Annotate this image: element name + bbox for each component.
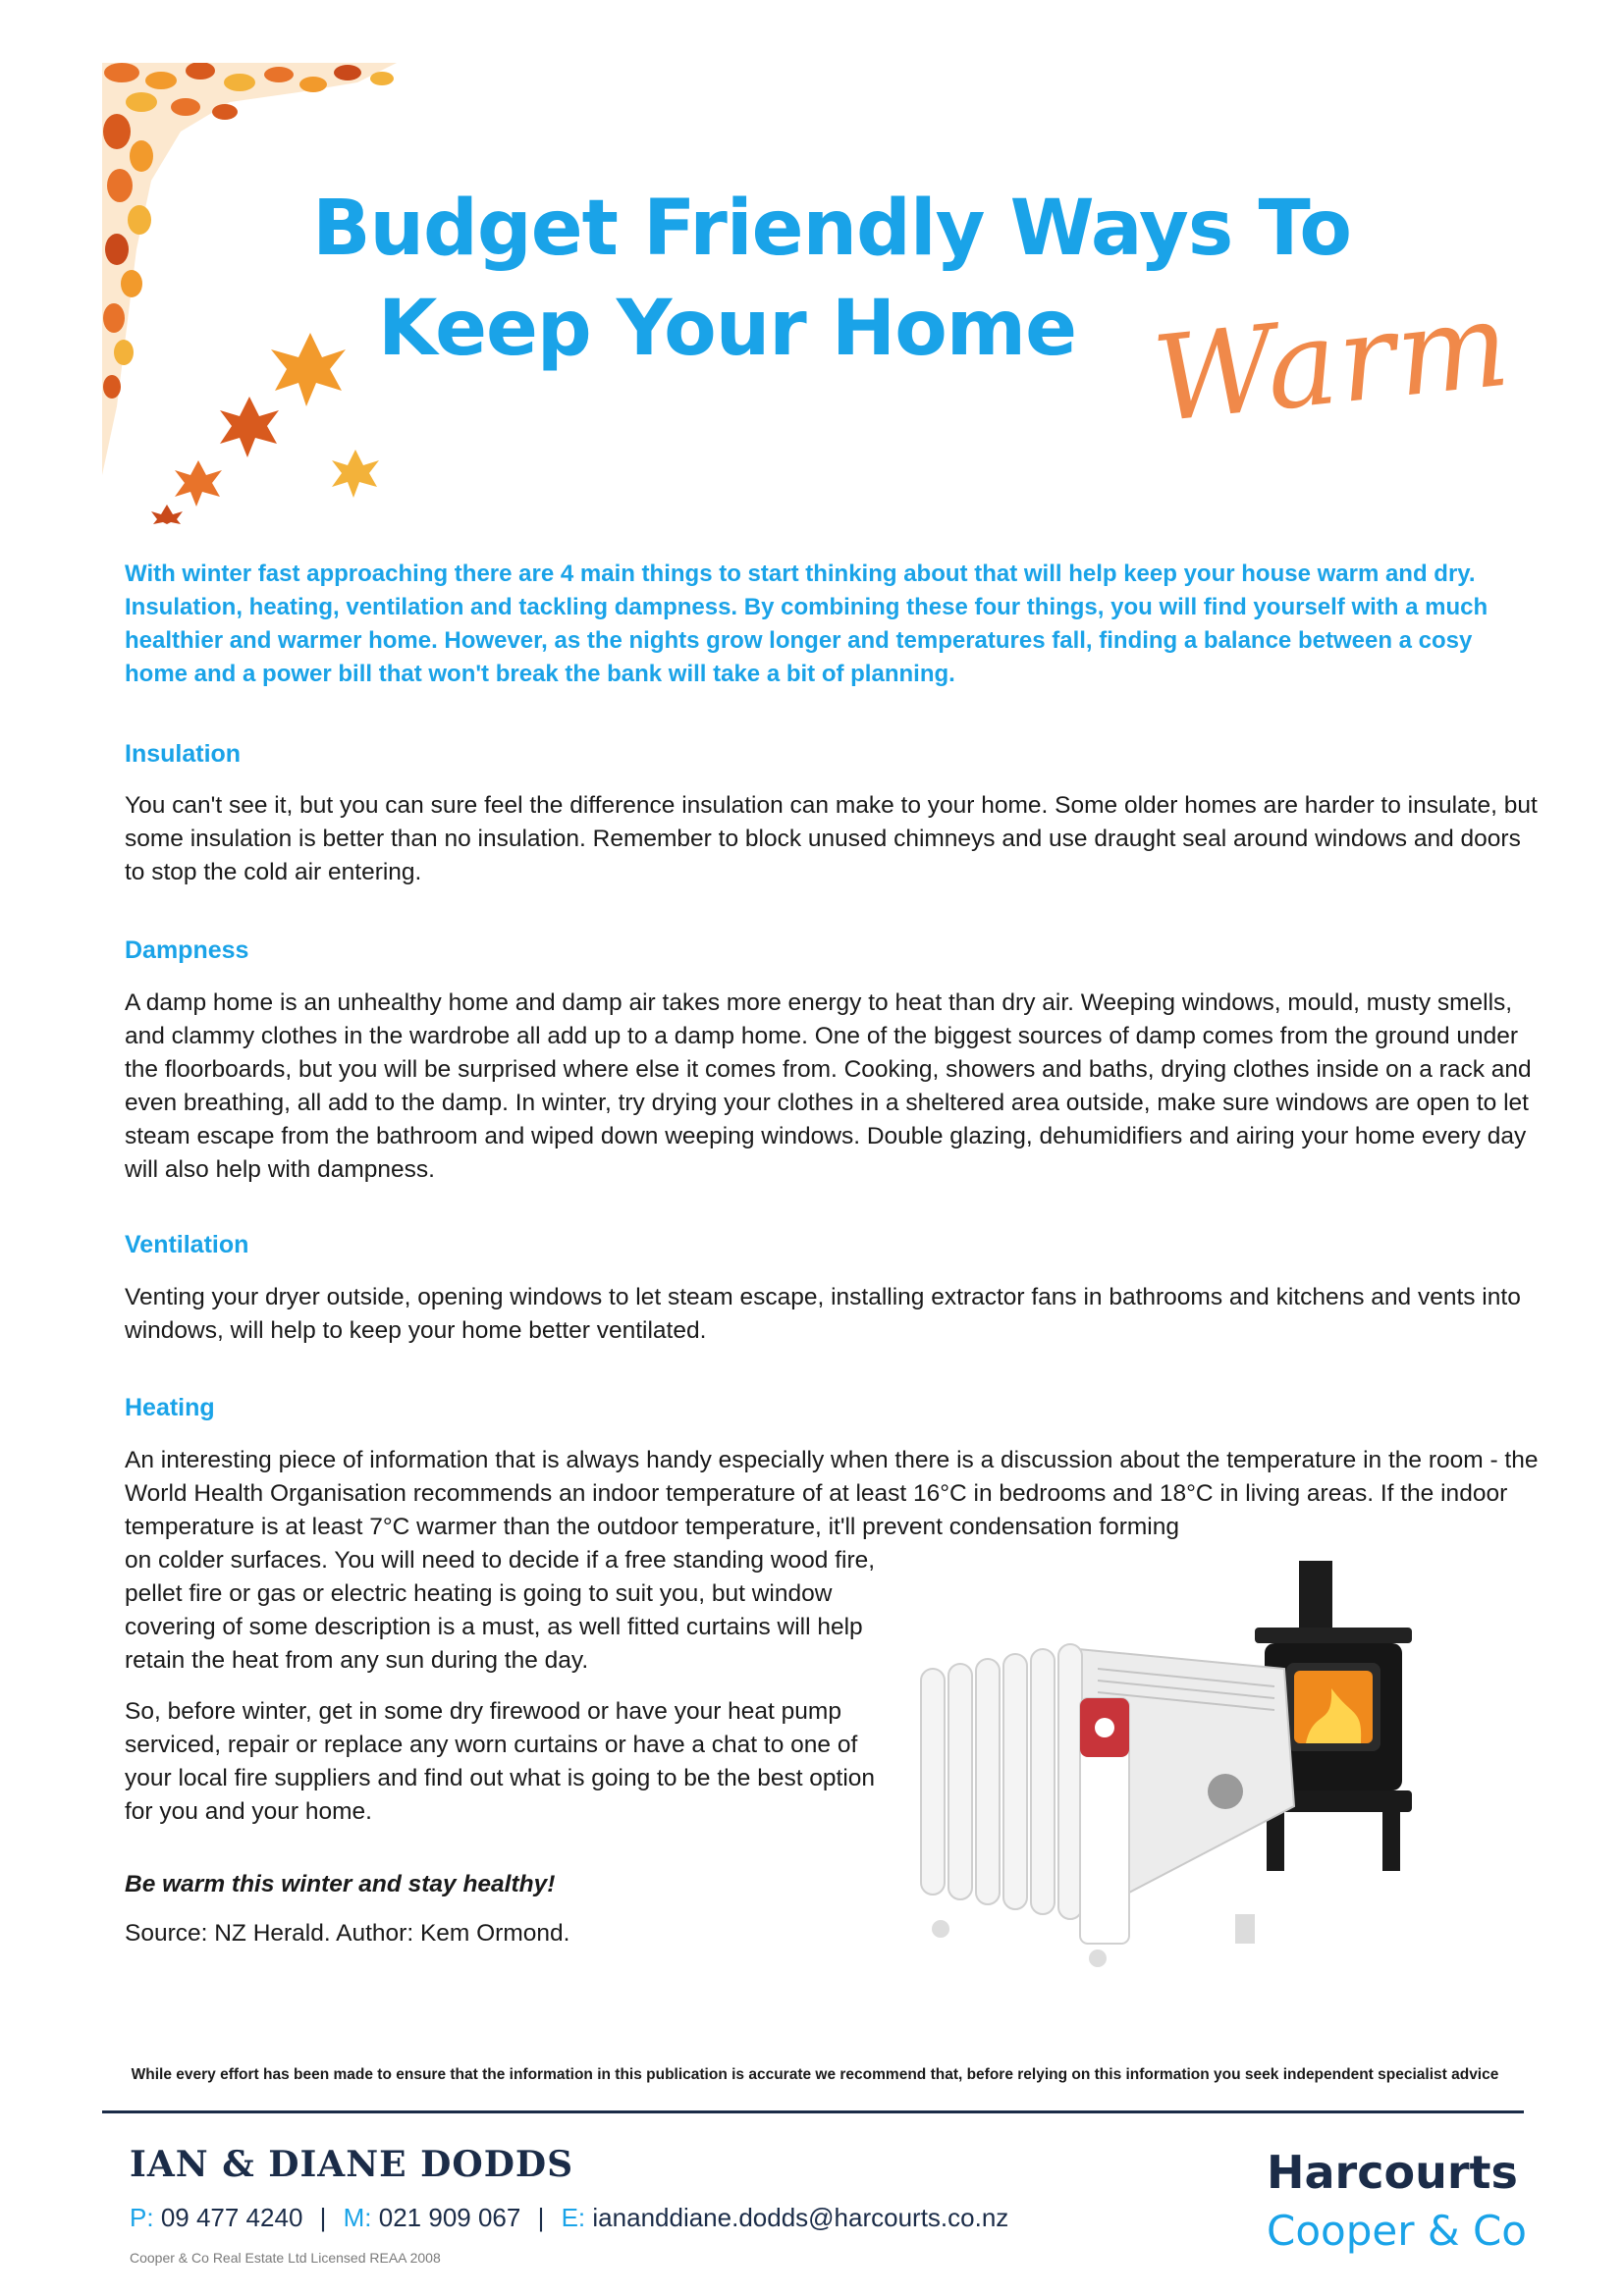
intro-paragraph: With winter fast approaching there are 4 main things to start thinking about that will help keep your house warm and dry. Insulation, heating, ventilation and tackling dampness. By combining these four things, you will find yourself with a much healthier and warmer home. However, as the nights grow longer and temperatures fall, finding a balance between a cosy home and a power bill that won't break the bank will take a bit of planning.: [125, 561, 1489, 687]
brand-subtitle: Cooper & Co: [1267, 2207, 1527, 2255]
email-link[interactable]: iananddiane.dodds@harcourts.co.nz: [592, 2203, 1009, 2232]
separator: |: [537, 2203, 545, 2232]
footer-divider: [102, 2110, 1524, 2113]
heading-heating: Heating: [125, 1394, 215, 1421]
closing-statement: Be warm this winter and stay healthy!: [125, 1871, 556, 1897]
source-credit: Source: NZ Herald. Author: Kem Ormond.: [125, 1920, 570, 1947]
contact-line: [130, 2203, 1008, 2233]
page-title-line-2: Keep Your Home: [378, 285, 1076, 373]
heading-dampness: Dampness: [125, 936, 249, 964]
paragraph-ventilation: Venting your dryer outside, opening windows to let steam escape, installing extractor fans in bathrooms and kitchens and vents into windows, will help to keep your home better ventilated.: [125, 1284, 1521, 1344]
email-label: E:: [561, 2203, 586, 2232]
heading-insulation: Insulation: [125, 740, 242, 768]
paragraph-insulation: You can't see it, but you can sure feel the difference insulation can make to your home. Some older homes are harder to insulate, but some insulation is better than no insulation. Remember to block unused chimneys and use draught seal around windows and doors to stop the cold air entering.: [125, 792, 1538, 885]
paragraph-dampness: A damp home is an unhealthy home and damp air takes more energy to heat than dry air. Weeping windows, mould, musty smells, and clammy clothes in the wardrobe all add up to a damp home. One of the biggest sources of damp comes from the ground under the floorboards, but you will be surprised where else it comes from. Cooking, showers and baths, drying clothes inside on a rack and even breathing, all add to the damp. In winter, try drying your clothes in a sheltered area outside, make sure windows are open to let steam escape from the bathroom and wiped down weeping windows. Double glazing, dehumidifiers and airing your home every day will also help with dampness.: [125, 989, 1532, 1183]
paragraph-heating-2: So, before winter, get in some dry firewood or have your heat pump serviced, repair or replace any worn curtains or have a chat to one of your local fire suppliers and find out what is going to be the best option for you and your home.: [125, 1698, 876, 1825]
mobile-number[interactable]: 021 909 067: [378, 2203, 521, 2232]
brand-logo: Harcourts: [1267, 2146, 1518, 2199]
paragraph-heating-narrow: on colder surfaces. You will need to decide if a free standing wood fire, pellet fire or gas or electric heating is going to suit you, but window covering of some description is a must, as well fitted curtains will help retain the heat from any sun during the day.: [125, 1547, 876, 1674]
separator: |: [319, 2203, 327, 2232]
page-title-line-1: Budget Friendly Ways To: [312, 185, 1351, 273]
phone-number[interactable]: 09 477 4240: [160, 2203, 303, 2232]
heading-ventilation: Ventilation: [125, 1231, 249, 1258]
disclaimer: While every effort has been made to ensure that the information in this publication is accurate we recommend that, before relying on this information you seek independent specialist advice: [131, 2066, 1499, 2083]
license-text: Cooper & Co Real Estate Ltd Licensed REAA 2008: [130, 2250, 441, 2266]
paragraph-heating-wide: An interesting piece of information that is always handy especially when there is a discussion about the temperature in the room - the World Health Organisation recommends an indoor temperature of at least 16°C in bedrooms and 18°C in living areas. If the indoor temperature is at least 7°C warmer than the outdoor temperature, it'll prevent condensation forming: [125, 1447, 1539, 1540]
agent-name: IAN & DIANE DODDS: [130, 2144, 574, 2185]
phone-label: P:: [130, 2203, 154, 2232]
heaters-illustration: [901, 1561, 1490, 1983]
page-title-script: Warm: [1147, 276, 1517, 450]
mobile-label: M:: [343, 2203, 372, 2232]
